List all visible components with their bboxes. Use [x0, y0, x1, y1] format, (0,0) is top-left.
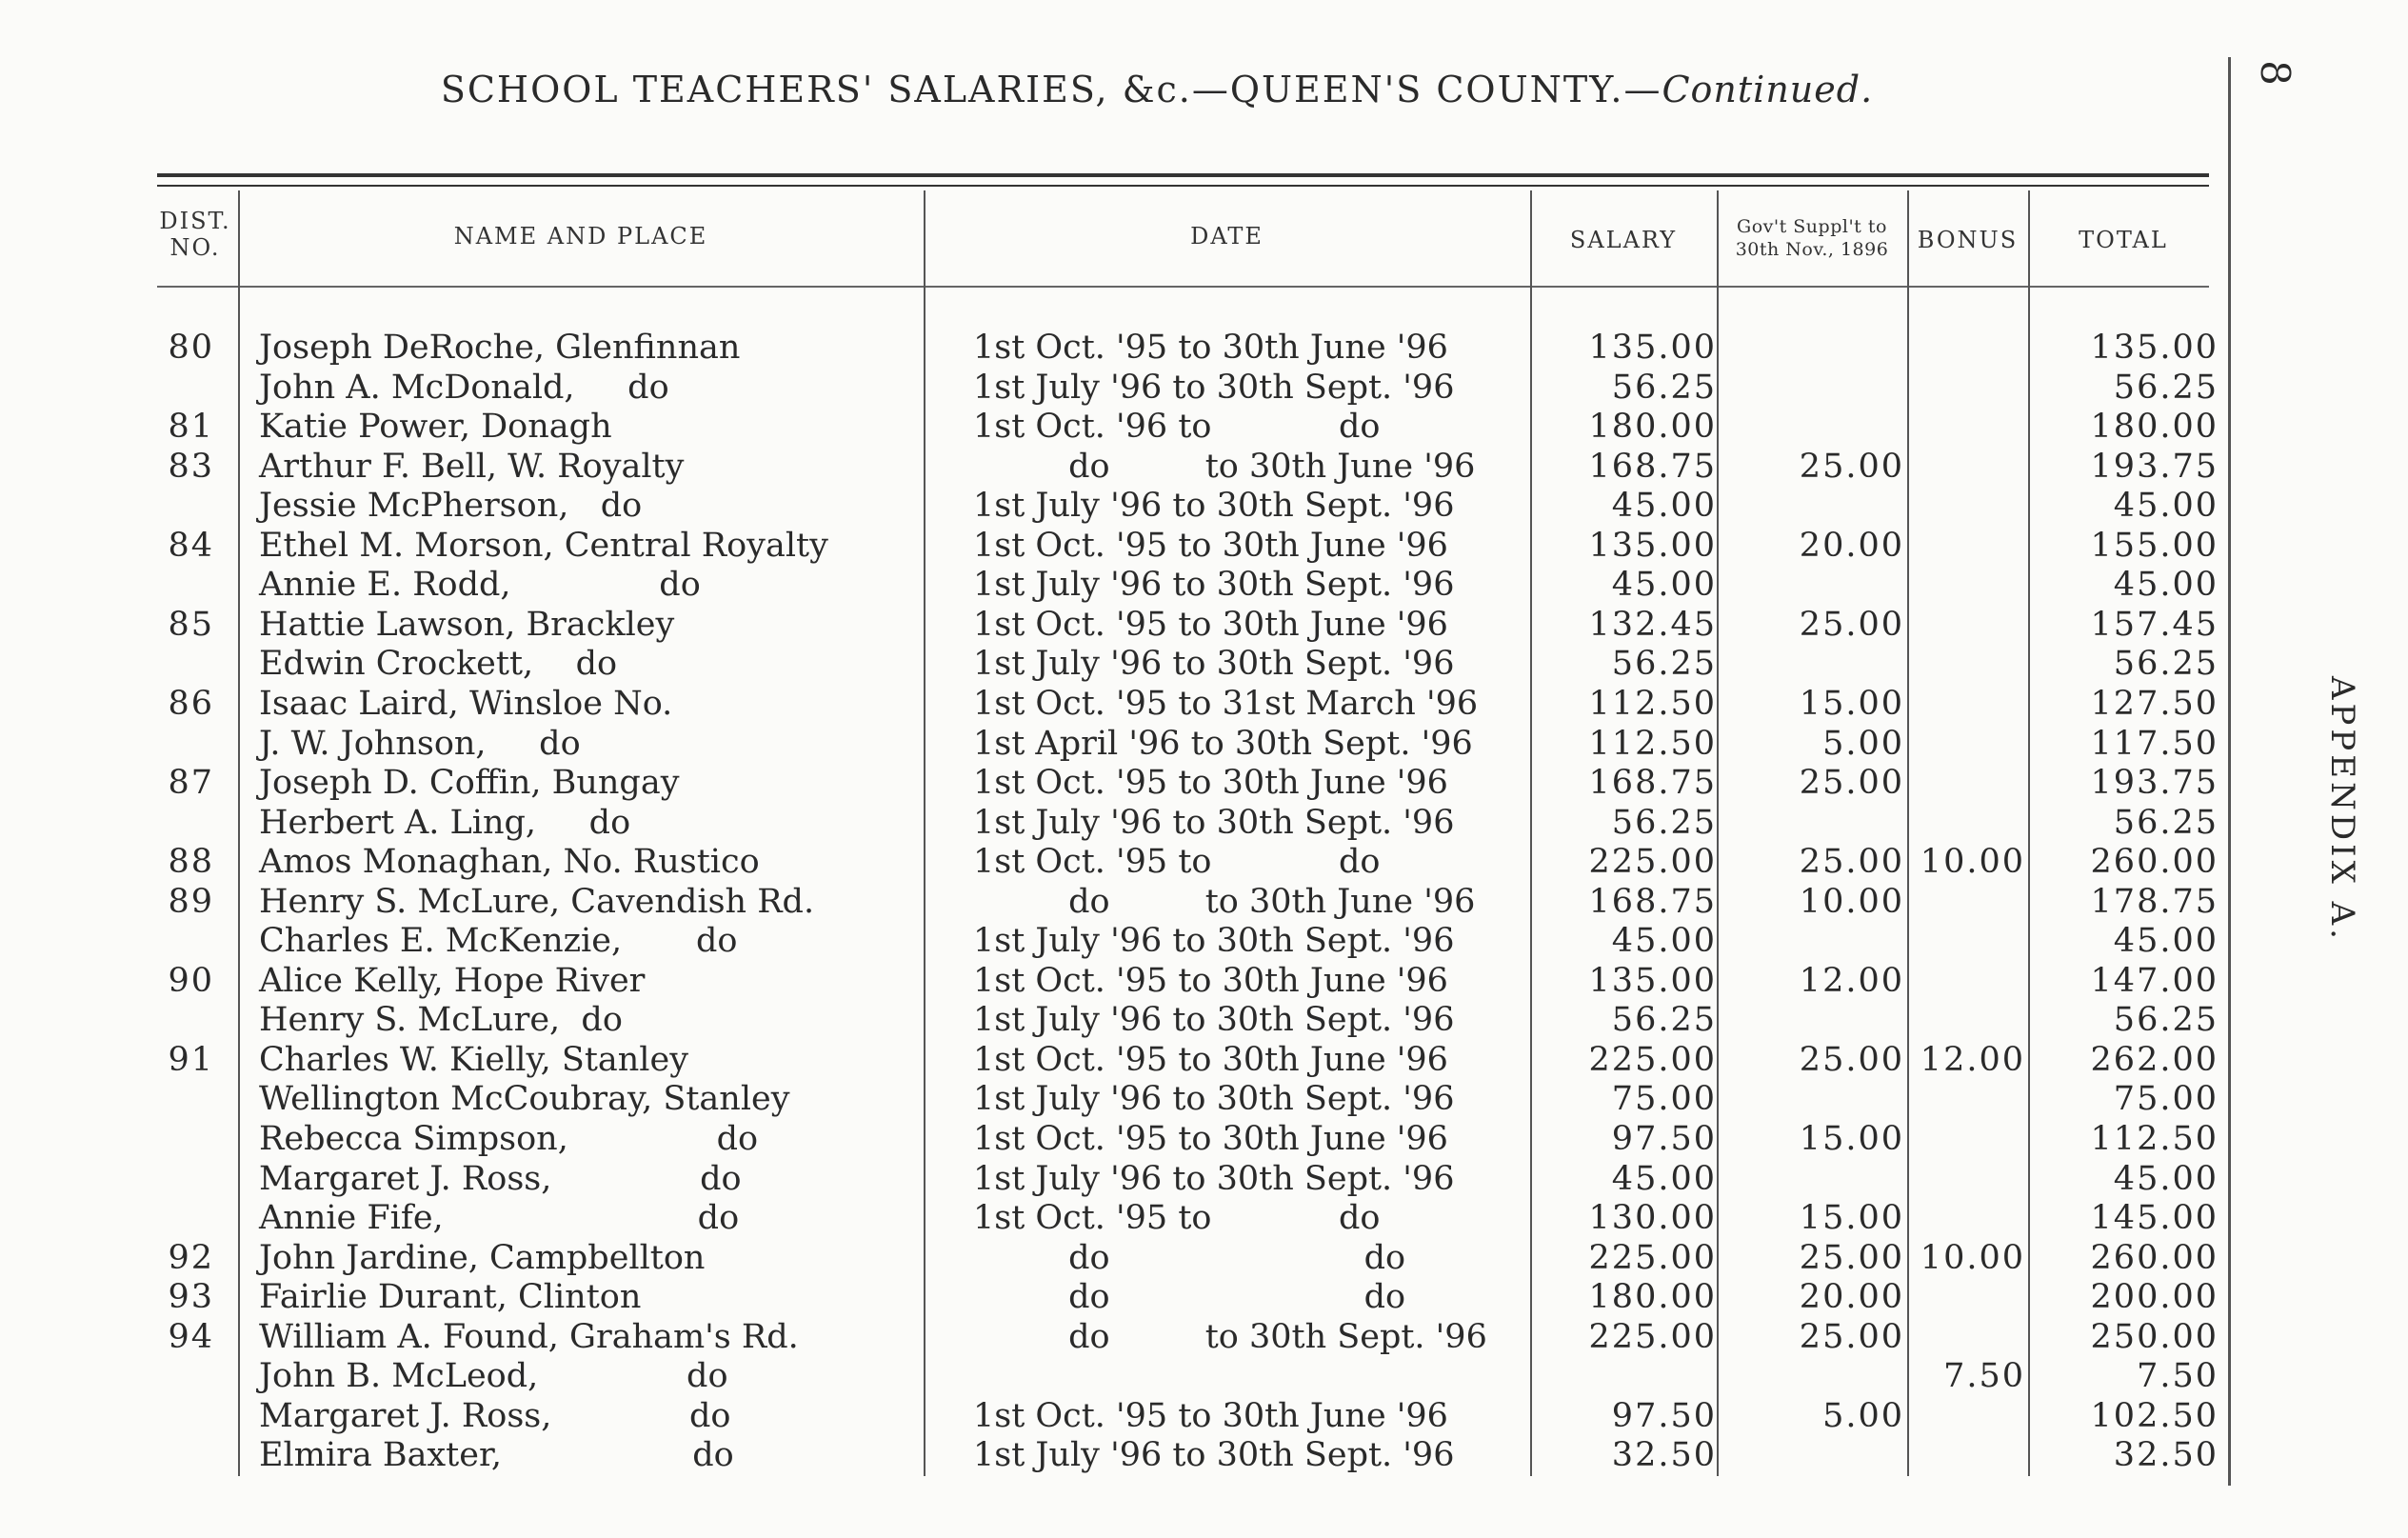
- row-total: 155.00: [2090, 527, 2219, 565]
- row-salary: 97.50: [1611, 1120, 1717, 1158]
- row-govt-supplement: 5.00: [1822, 1397, 1904, 1435]
- row-bonus: [1907, 329, 2025, 368]
- row-dist: [143, 1160, 214, 1199]
- row-name-place: Arthur F. Bell, W. Royalty: [259, 448, 685, 486]
- row-date: 1st Oct. '95 to 30th June '96: [973, 1120, 1448, 1158]
- row-date: 1st July '96 to 30th Sept. '96: [973, 369, 1455, 407]
- row-dist: [143, 804, 214, 843]
- row-date: 1st Oct. '95 to do: [973, 843, 1381, 881]
- row-dist: [143, 645, 214, 684]
- row-salary: 132.45: [1588, 606, 1717, 644]
- header-dist-line2: NO.: [169, 234, 221, 261]
- row-dist: [143, 1001, 214, 1040]
- row-salary: 168.75: [1588, 764, 1717, 802]
- row-salary: 225.00: [1588, 1041, 1717, 1079]
- row-dist: [143, 922, 214, 961]
- row-name-place: William A. Found, Graham's Rd.: [259, 1318, 799, 1356]
- title-continued: Continued.: [1662, 69, 1874, 110]
- row-date: 1st July '96 to 30th Sept. '96: [973, 645, 1455, 683]
- row-total: 56.25: [2113, 804, 2219, 842]
- row-name-place: J. W. Johnson, do: [259, 725, 581, 763]
- row-salary: 180.00: [1588, 1278, 1717, 1316]
- row-govt-supplement: [1717, 329, 1904, 368]
- row-total: 75.00: [2113, 1080, 2219, 1118]
- row-total: 260.00: [2090, 843, 2219, 881]
- title-main: SCHOOL TEACHERS' SALARIES, &c.—QUEEN'S COUNTY.—: [440, 69, 1662, 110]
- row-name-place: Annie Fife, do: [259, 1199, 740, 1237]
- row-salary: 56.25: [1611, 1001, 1717, 1039]
- row-govt-supplement: [1717, 1436, 1904, 1475]
- row-total: 250.00: [2090, 1318, 2219, 1356]
- row-govt-supplement: 15.00: [1799, 1120, 1904, 1158]
- row-date: 1st Oct. '95 to 31st March '96: [973, 685, 1479, 723]
- row-total: 45.00: [2113, 566, 2219, 604]
- row-salary: 225.00: [1588, 1318, 1717, 1356]
- row-salary: 56.25: [1611, 645, 1717, 683]
- row-date: 1st Oct. '95 to 30th June '96: [973, 1397, 1448, 1435]
- page-title: [152, 69, 2161, 110]
- row-name-place: Amos Monaghan, No. Rustico: [259, 843, 760, 881]
- row-salary: 56.25: [1611, 369, 1717, 407]
- row-govt-supplement: 12.00: [1799, 962, 1904, 1000]
- row-total: 178.75: [2090, 883, 2219, 921]
- row-date: 1st Oct. '95 to 30th June '96: [973, 962, 1448, 1000]
- row-dist: 87: [168, 764, 214, 802]
- row-dist: 83: [168, 448, 214, 486]
- row-salary: 168.75: [1588, 448, 1717, 486]
- row-bonus: [1907, 1397, 2025, 1436]
- row-dist: [143, 487, 214, 526]
- row-salary: 135.00: [1588, 527, 1717, 565]
- header-govt: [1717, 215, 1907, 261]
- row-total: 56.25: [2113, 645, 2219, 683]
- row-dist: 94: [168, 1318, 214, 1356]
- row-salary: 130.00: [1588, 1199, 1717, 1237]
- row-salary: 112.50: [1588, 725, 1717, 763]
- row-bonus: [1907, 606, 2025, 645]
- row-bonus: [1907, 487, 2025, 526]
- row-salary: 225.00: [1588, 1239, 1717, 1277]
- header-bonus: BONUS: [1917, 227, 2019, 253]
- row-date: do do: [973, 1239, 1406, 1277]
- row-total: 102.50: [2090, 1397, 2219, 1435]
- row-govt-supplement: 25.00: [1799, 764, 1904, 802]
- row-govt-supplement: 5.00: [1822, 725, 1904, 763]
- row-dist: [143, 566, 214, 605]
- header-total: TOTAL: [2079, 227, 2168, 253]
- row-bonus: [1907, 962, 2025, 1001]
- row-total: 45.00: [2113, 922, 2219, 960]
- row-govt-supplement: [1717, 1160, 1904, 1199]
- row-dist: 81: [168, 408, 214, 446]
- col-divider-name: [924, 190, 925, 1476]
- row-govt-supplement: [1717, 487, 1904, 526]
- row-govt-supplement: [1717, 922, 1904, 961]
- row-govt-supplement: [1717, 566, 1904, 605]
- row-bonus: 12.00: [1920, 1041, 2025, 1079]
- row-date: 1st Oct. '95 to 30th June '96: [973, 764, 1448, 802]
- side-appendix-label: APPENDIX A.: [2323, 676, 2361, 943]
- row-dist: 84: [168, 527, 214, 565]
- row-name-place: Joseph DeRoche, Glenfinnan: [259, 329, 741, 367]
- row-salary: 56.25: [1611, 804, 1717, 842]
- row-bonus: [1907, 527, 2025, 566]
- row-date: 1st July '96 to 30th Sept. '96: [973, 804, 1455, 842]
- header-govt-line2: 30th Nov., 1896: [1735, 239, 1889, 260]
- row-dist: 90: [168, 962, 214, 1000]
- row-date: 1st July '96 to 30th Sept. '96: [973, 1080, 1455, 1118]
- row-total: 117.50: [2090, 725, 2219, 763]
- row-total: 193.75: [2090, 448, 2219, 486]
- row-date: 1st July '96 to 30th Sept. '96: [973, 566, 1455, 604]
- row-bonus: 7.50: [1943, 1357, 2025, 1395]
- row-bonus: [1907, 1278, 2025, 1317]
- row-govt-supplement: 20.00: [1799, 1278, 1904, 1316]
- header-dist: [152, 208, 238, 261]
- page-right-border: [2228, 57, 2231, 1486]
- row-bonus: 10.00: [1920, 1239, 2025, 1277]
- row-bonus: [1907, 685, 2025, 724]
- row-name-place: Henry S. McLure, do: [259, 1001, 623, 1039]
- row-dist: [143, 725, 214, 764]
- row-name-place: Joseph D. Coffin, Bungay: [259, 764, 680, 802]
- row-govt-supplement: 25.00: [1799, 1041, 1904, 1079]
- row-salary: 32.50: [1611, 1436, 1717, 1474]
- row-salary: 135.00: [1588, 962, 1717, 1000]
- row-name-place: Fairlie Durant, Clinton: [259, 1278, 642, 1316]
- row-bonus: [1907, 1318, 2025, 1357]
- row-salary: 180.00: [1588, 408, 1717, 446]
- row-total: 135.00: [2090, 329, 2219, 367]
- row-dist: [143, 1357, 214, 1396]
- row-dist: 92: [168, 1239, 214, 1277]
- row-total: 127.50: [2090, 685, 2219, 723]
- row-dist: [143, 369, 214, 408]
- row-govt-supplement: 25.00: [1799, 448, 1904, 486]
- row-date: 1st July '96 to 30th Sept. '96: [973, 922, 1455, 960]
- row-salary: 75.00: [1611, 1080, 1717, 1118]
- title-rule-thick: [157, 173, 2209, 177]
- row-date: 1st July '96 to 30th Sept. '96: [973, 1436, 1455, 1474]
- row-dist: [143, 1436, 214, 1475]
- row-bonus: [1907, 725, 2025, 764]
- header-salary: SALARY: [1569, 227, 1678, 253]
- row-bonus: [1907, 1436, 2025, 1475]
- row-name-place: Isaac Laird, Winsloe No.: [259, 685, 673, 723]
- row-govt-supplement: 15.00: [1799, 1199, 1904, 1237]
- row-total: 32.50: [2113, 1436, 2219, 1474]
- row-name-place: Margaret J. Ross, do: [259, 1397, 731, 1435]
- row-name-place: Charles W. Kielly, Stanley: [259, 1041, 688, 1079]
- row-govt-supplement: 25.00: [1799, 606, 1904, 644]
- row-name-place: Margaret J. Ross, do: [259, 1160, 742, 1198]
- row-name-place: Herbert A. Ling, do: [259, 804, 631, 842]
- row-date: 1st July '96 to 30th Sept. '96: [973, 1160, 1455, 1198]
- row-name-place: Hattie Lawson, Brackley: [259, 606, 675, 644]
- row-total: 45.00: [2113, 1160, 2219, 1198]
- row-salary: 45.00: [1611, 1160, 1717, 1198]
- row-total: 7.50: [2137, 1357, 2219, 1395]
- row-bonus: [1907, 369, 2025, 408]
- row-bonus: [1907, 448, 2025, 487]
- row-govt-supplement: [1717, 1357, 1904, 1396]
- row-total: 157.45: [2090, 606, 2219, 644]
- row-govt-supplement: [1717, 369, 1904, 408]
- row-name-place: John A. McDonald, do: [259, 369, 669, 407]
- row-name-place: Jessie McPherson, do: [259, 487, 643, 525]
- row-bonus: [1907, 1199, 2025, 1238]
- header-name: NAME AND PLACE: [453, 223, 708, 250]
- col-divider-dist: [238, 190, 240, 1476]
- row-govt-supplement: [1717, 645, 1904, 684]
- row-dist: 88: [168, 843, 214, 881]
- row-name-place: Rebecca Simpson, do: [259, 1120, 759, 1158]
- row-name-place: Katie Power, Donagh: [259, 408, 612, 446]
- row-name-place: Alice Kelly, Hope River: [259, 962, 646, 1000]
- row-total: 56.25: [2113, 1001, 2219, 1039]
- row-total: 200.00: [2090, 1278, 2219, 1316]
- row-name-place: Wellington McCoubray, Stanley: [259, 1080, 790, 1118]
- row-bonus: [1907, 1080, 2025, 1119]
- row-bonus: [1907, 883, 2025, 922]
- row-dist: 89: [168, 883, 214, 921]
- row-dist: 80: [168, 329, 214, 367]
- row-total: 147.00: [2090, 962, 2219, 1000]
- row-name-place: Henry S. McLure, Cavendish Rd.: [259, 883, 815, 921]
- title-rule-thin: [157, 185, 2209, 187]
- row-total: 180.00: [2090, 408, 2219, 446]
- row-name-place: John B. McLeod, do: [259, 1357, 728, 1395]
- row-dist: 93: [168, 1278, 214, 1316]
- row-govt-supplement: 15.00: [1799, 685, 1904, 723]
- header-govt-line1: Gov't Suppl't to: [1737, 216, 1887, 237]
- header-date: DATE: [1190, 223, 1264, 250]
- row-name-place: Ethel M. Morson, Central Royalty: [259, 527, 828, 565]
- row-date: do do: [973, 1278, 1406, 1316]
- row-salary: 112.50: [1588, 685, 1717, 723]
- row-name-place: Edwin Crockett, do: [259, 645, 618, 683]
- row-name-place: John Jardine, Campbellton: [259, 1239, 706, 1277]
- row-total: 193.75: [2090, 764, 2219, 802]
- row-bonus: [1907, 645, 2025, 684]
- row-dist: [143, 1199, 214, 1238]
- row-total: 112.50: [2090, 1120, 2219, 1158]
- row-date: do to 30th June '96: [973, 883, 1476, 921]
- row-bonus: [1907, 922, 2025, 961]
- row-bonus: [1907, 1120, 2025, 1159]
- row-date: [973, 1357, 1516, 1396]
- row-date: 1st April '96 to 30th Sept. '96: [973, 725, 1473, 763]
- row-date: 1st Oct. '96 to do: [973, 408, 1381, 446]
- row-name-place: Annie E. Rodd, do: [259, 566, 701, 604]
- row-name-place: Charles E. McKenzie, do: [259, 922, 738, 960]
- row-bonus: [1907, 1160, 2025, 1199]
- header-dist-line1: DIST.: [159, 208, 231, 234]
- row-dist: [143, 1120, 214, 1159]
- row-total: 262.00: [2090, 1041, 2219, 1079]
- row-govt-supplement: [1717, 1080, 1904, 1119]
- row-govt-supplement: [1717, 1001, 1904, 1040]
- row-salary: 168.75: [1588, 883, 1717, 921]
- row-govt-supplement: 25.00: [1799, 843, 1904, 881]
- row-bonus: [1907, 764, 2025, 803]
- row-dist: [143, 1397, 214, 1436]
- row-date: 1st July '96 to 30th Sept. '96: [973, 487, 1455, 525]
- row-total: 45.00: [2113, 487, 2219, 525]
- row-total: 260.00: [2090, 1239, 2219, 1277]
- row-total: 145.00: [2090, 1199, 2219, 1237]
- row-salary: 135.00: [1588, 329, 1717, 367]
- row-salary: 45.00: [1611, 922, 1717, 960]
- row-date: 1st Oct. '95 to do: [973, 1199, 1381, 1237]
- row-date: 1st July '96 to 30th Sept. '96: [973, 1001, 1455, 1039]
- row-dist: 91: [168, 1041, 214, 1079]
- row-date: 1st Oct. '95 to 30th June '96: [973, 1041, 1448, 1079]
- row-dist: 85: [168, 606, 214, 644]
- row-salary: [1530, 1357, 1717, 1396]
- row-date: do to 30th June '96: [973, 448, 1476, 486]
- row-bonus: [1907, 804, 2025, 843]
- row-date: 1st Oct. '95 to 30th June '96: [973, 606, 1448, 644]
- row-bonus: [1907, 1001, 2025, 1040]
- header-bottom-rule: [157, 286, 2209, 288]
- row-total: 56.25: [2113, 369, 2219, 407]
- row-date: 1st Oct. '95 to 30th June '96: [973, 329, 1448, 367]
- row-govt-supplement: 25.00: [1799, 1318, 1904, 1356]
- row-dist: 86: [168, 685, 214, 723]
- row-salary: 45.00: [1611, 487, 1717, 525]
- row-govt-supplement: [1717, 804, 1904, 843]
- row-govt-supplement: 10.00: [1799, 883, 1904, 921]
- side-page-number: 8: [2251, 60, 2299, 86]
- row-salary: 225.00: [1588, 843, 1717, 881]
- row-bonus: 10.00: [1920, 843, 2025, 881]
- row-govt-supplement: [1717, 408, 1904, 447]
- row-salary: 97.50: [1611, 1397, 1717, 1435]
- row-bonus: [1907, 566, 2025, 605]
- row-govt-supplement: 20.00: [1799, 527, 1904, 565]
- row-date: 1st Oct. '95 to 30th June '96: [973, 527, 1448, 565]
- row-name-place: Elmira Baxter, do: [259, 1436, 734, 1474]
- row-date: do to 30th Sept. '96: [973, 1318, 1487, 1356]
- row-salary: 45.00: [1611, 566, 1717, 604]
- row-dist: [143, 1080, 214, 1119]
- row-bonus: [1907, 408, 2025, 447]
- row-govt-supplement: 25.00: [1799, 1239, 1904, 1277]
